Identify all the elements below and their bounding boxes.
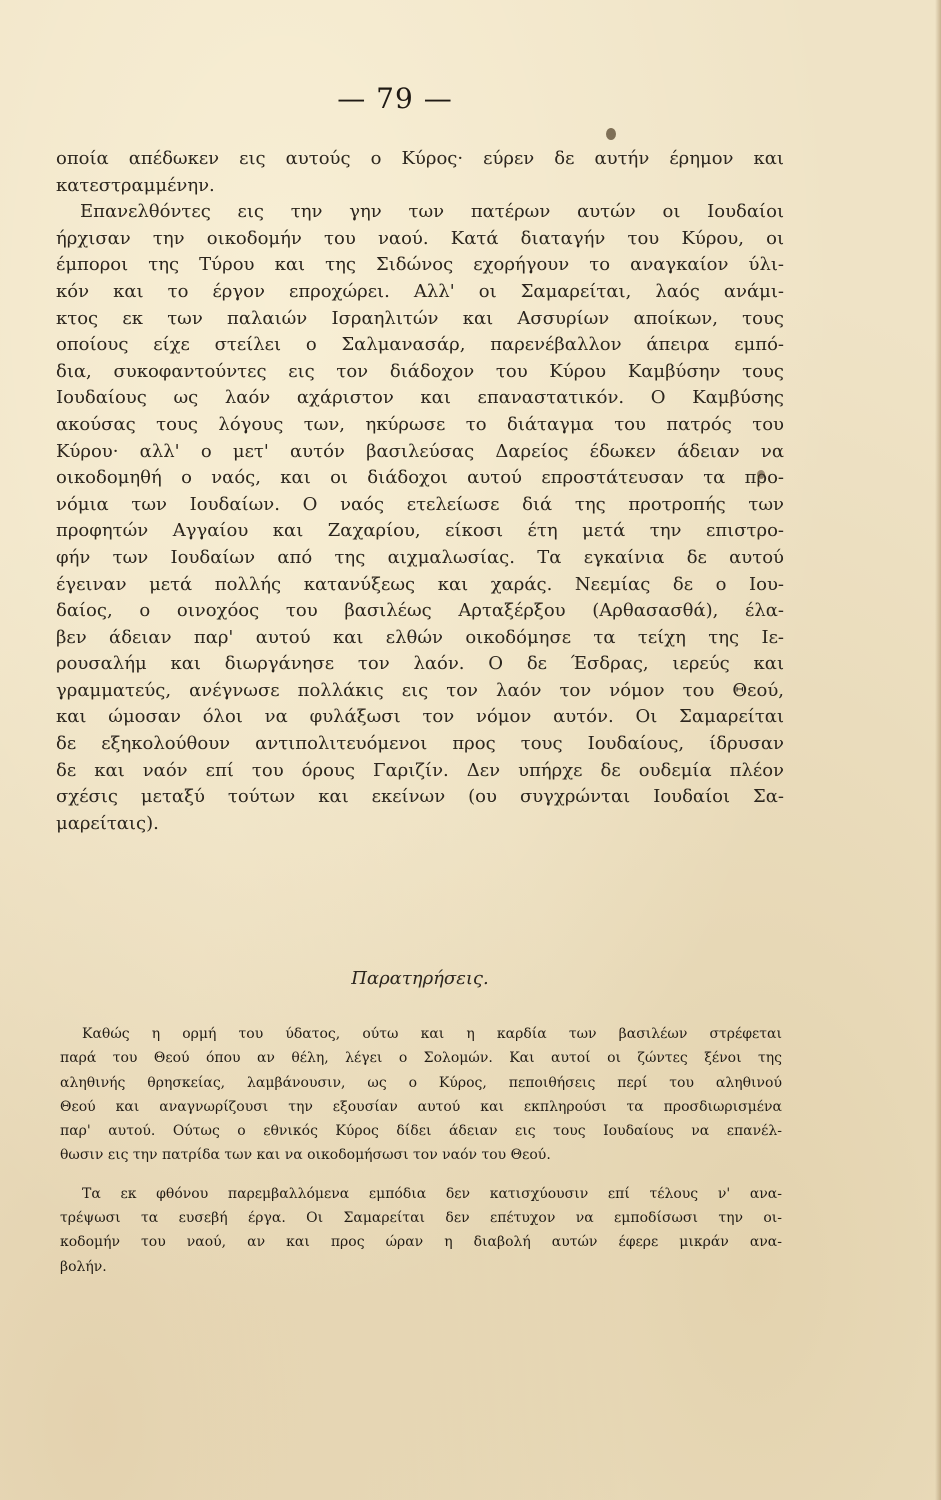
note-line: κοδομήν του ναού, αν και προς ώραν η διαβολή αυτών έφερε μικράν ανα- xyxy=(60,1234,782,1251)
observations-text xyxy=(60,1022,782,1279)
main-body-text xyxy=(56,146,784,837)
note-line: παρ' αυτού. Ούτως ο εθνικός Κύρος δίδει άδειαν εις τους Ιουδαίους να επανέλ- xyxy=(60,1123,782,1140)
text-line: κτος εκ των παλαιών Ισραηλιτών και Ασσυρίων αποίκων, τους xyxy=(56,307,784,329)
ink-blot-mark xyxy=(606,128,616,140)
note-line: παρά του Θεού όπου αν θέλη, λέγει ο Σολομών. Και αυτοί οι ζώντες ξένοι της xyxy=(60,1050,782,1067)
text-line: σχέσις μεταξύ τούτων και εκείνων (ου συγχρώνται Ιουδαίοι Σα- xyxy=(56,786,784,808)
text-line: και ώμοσαν όλοι να φυλάξωσι τον νόμον αυτόν. Οι Σαμαρείται xyxy=(56,706,784,728)
note-line: Θεού και αναγνωρίζουσι την εξουσίαν αυτού και εκπληρούσι τα προσδιωρισμένα xyxy=(60,1098,782,1115)
page-number: — 79 — xyxy=(337,82,453,115)
text-line: έγειναν μετά πολλής κατανύξεως και χαράς. Νεεμίας δε ο Ιου- xyxy=(56,573,784,595)
text-line: νόμια των Ιουδαίων. Ο ναός ετελείωσε διά της προτροπής των xyxy=(56,493,784,515)
text-line: μαρείταις). xyxy=(56,812,159,834)
text-line: ακούσας τους λόγους των, ηκύρωσε το διάταγμα του πατρός του xyxy=(56,413,784,435)
text-line: προφητών Αγγαίου και Ζαχαρίου, είκοσι έτη μετά την επιστρο- xyxy=(56,520,784,542)
text-line: δε εξηκολούθουν αντιπολιτευόμενοι προς τους Ιουδαίους, ίδρυσαν xyxy=(56,733,784,755)
text-line: Κύρου· αλλ' ο μετ' αυτόν βασιλεύσας Δαρείος έδωκεν άδειαν να xyxy=(56,440,784,462)
text-line: Ιουδαίους ως λαόν αχάριστον και επαναστατικόν. Ο Καμβύσης xyxy=(56,387,784,409)
text-line: φήν των Ιουδαίων από της αιχμαλωσίας. Τα εγκαίνια δε αυτού xyxy=(56,546,784,568)
note-line: τρέψωσι τα ευσεβή έργα. Οι Σαμαρείται δεν επέτυχον να εμποδίσωσι την οι- xyxy=(60,1210,782,1227)
note-line: Καθώς η ορμή του ύδατος, ούτω και η καρδία των βασιλέων στρέφεται xyxy=(82,1026,782,1042)
text-line: βεν άδειαν παρ' αυτού και ελθών οικοδόμησε τα τείχη της Ιε- xyxy=(56,626,784,648)
text-line: δε και ναόν επί του όρους Γαριζίν. Δεν υπήρχε δε ουδεμία πλέον xyxy=(56,759,784,781)
text-line: κόν και το έργον επροχώρει. Αλλ' οι Σαμαρείται, λαός ανάμι- xyxy=(56,280,784,302)
text-line: γραμματεύς, ανέγνωσε πολλάκις εις τον λαόν τον νόμον του Θεού, xyxy=(56,679,784,701)
note-line: βολήν. xyxy=(60,1258,107,1275)
text-line: έμποροι της Τύρου και της Σιδώνος εχορήγουν το αναγκαίον ύλι- xyxy=(56,254,784,276)
text-line: οποία απέδωκεν εις αυτούς ο Κύρος· εύρεν δε αυτήν έρημον και xyxy=(56,148,784,169)
text-line: δια, συκοφαντούντες εις τον διάδοχον του Κύρου Καμβύσην τους xyxy=(56,360,784,382)
text-line: οποίους είχε στείλει ο Σαλμανασάρ, παρενέβαλλον άπειρα εμπό- xyxy=(56,334,784,356)
text-line: οικοδομηθή ο ναός, και οι διάδοχοι αυτού επροστάτευσαν τα προ- xyxy=(56,467,784,489)
note-line: αληθινής θρησκείας, λαμβάνουσιν, ως ο Κύρος, πεποιθήσεις περί του αληθινού xyxy=(60,1074,782,1091)
note-line: Τα εκ φθόνου παρεμβαλλόμενα εμπόδια δεν κατισχύουσιν επί τέλους ν' ανα- xyxy=(82,1185,782,1202)
text-line: δαίος, ο οινοχόος του βασιλέως Αρταξέρξου (Αρθασασθά), έλα- xyxy=(56,600,784,622)
page-edge-shadow xyxy=(935,0,941,1500)
observations-heading: Παρατηρήσεις. xyxy=(351,968,489,989)
text-line: ρουσαλήμ και διωργάνησε τον λαόν. Ο δε Έσδρας, ιερεύς και xyxy=(56,653,784,675)
note-line: θωσιν εις την πατρίδα των και να οικοδομήσωσι τον ναόν του Θεού. xyxy=(60,1147,551,1164)
paragraph-gap xyxy=(60,1168,782,1182)
text-line: ήρχισαν την οικοδομήν του ναού. Κατά διαταγήν του Κύρου, οι xyxy=(56,227,784,249)
text-line: κατεστραμμένην. xyxy=(56,174,215,196)
text-line: Επανελθόντες εις την γην των πατέρων αυτών οι Ιουδαίοι xyxy=(80,201,784,223)
